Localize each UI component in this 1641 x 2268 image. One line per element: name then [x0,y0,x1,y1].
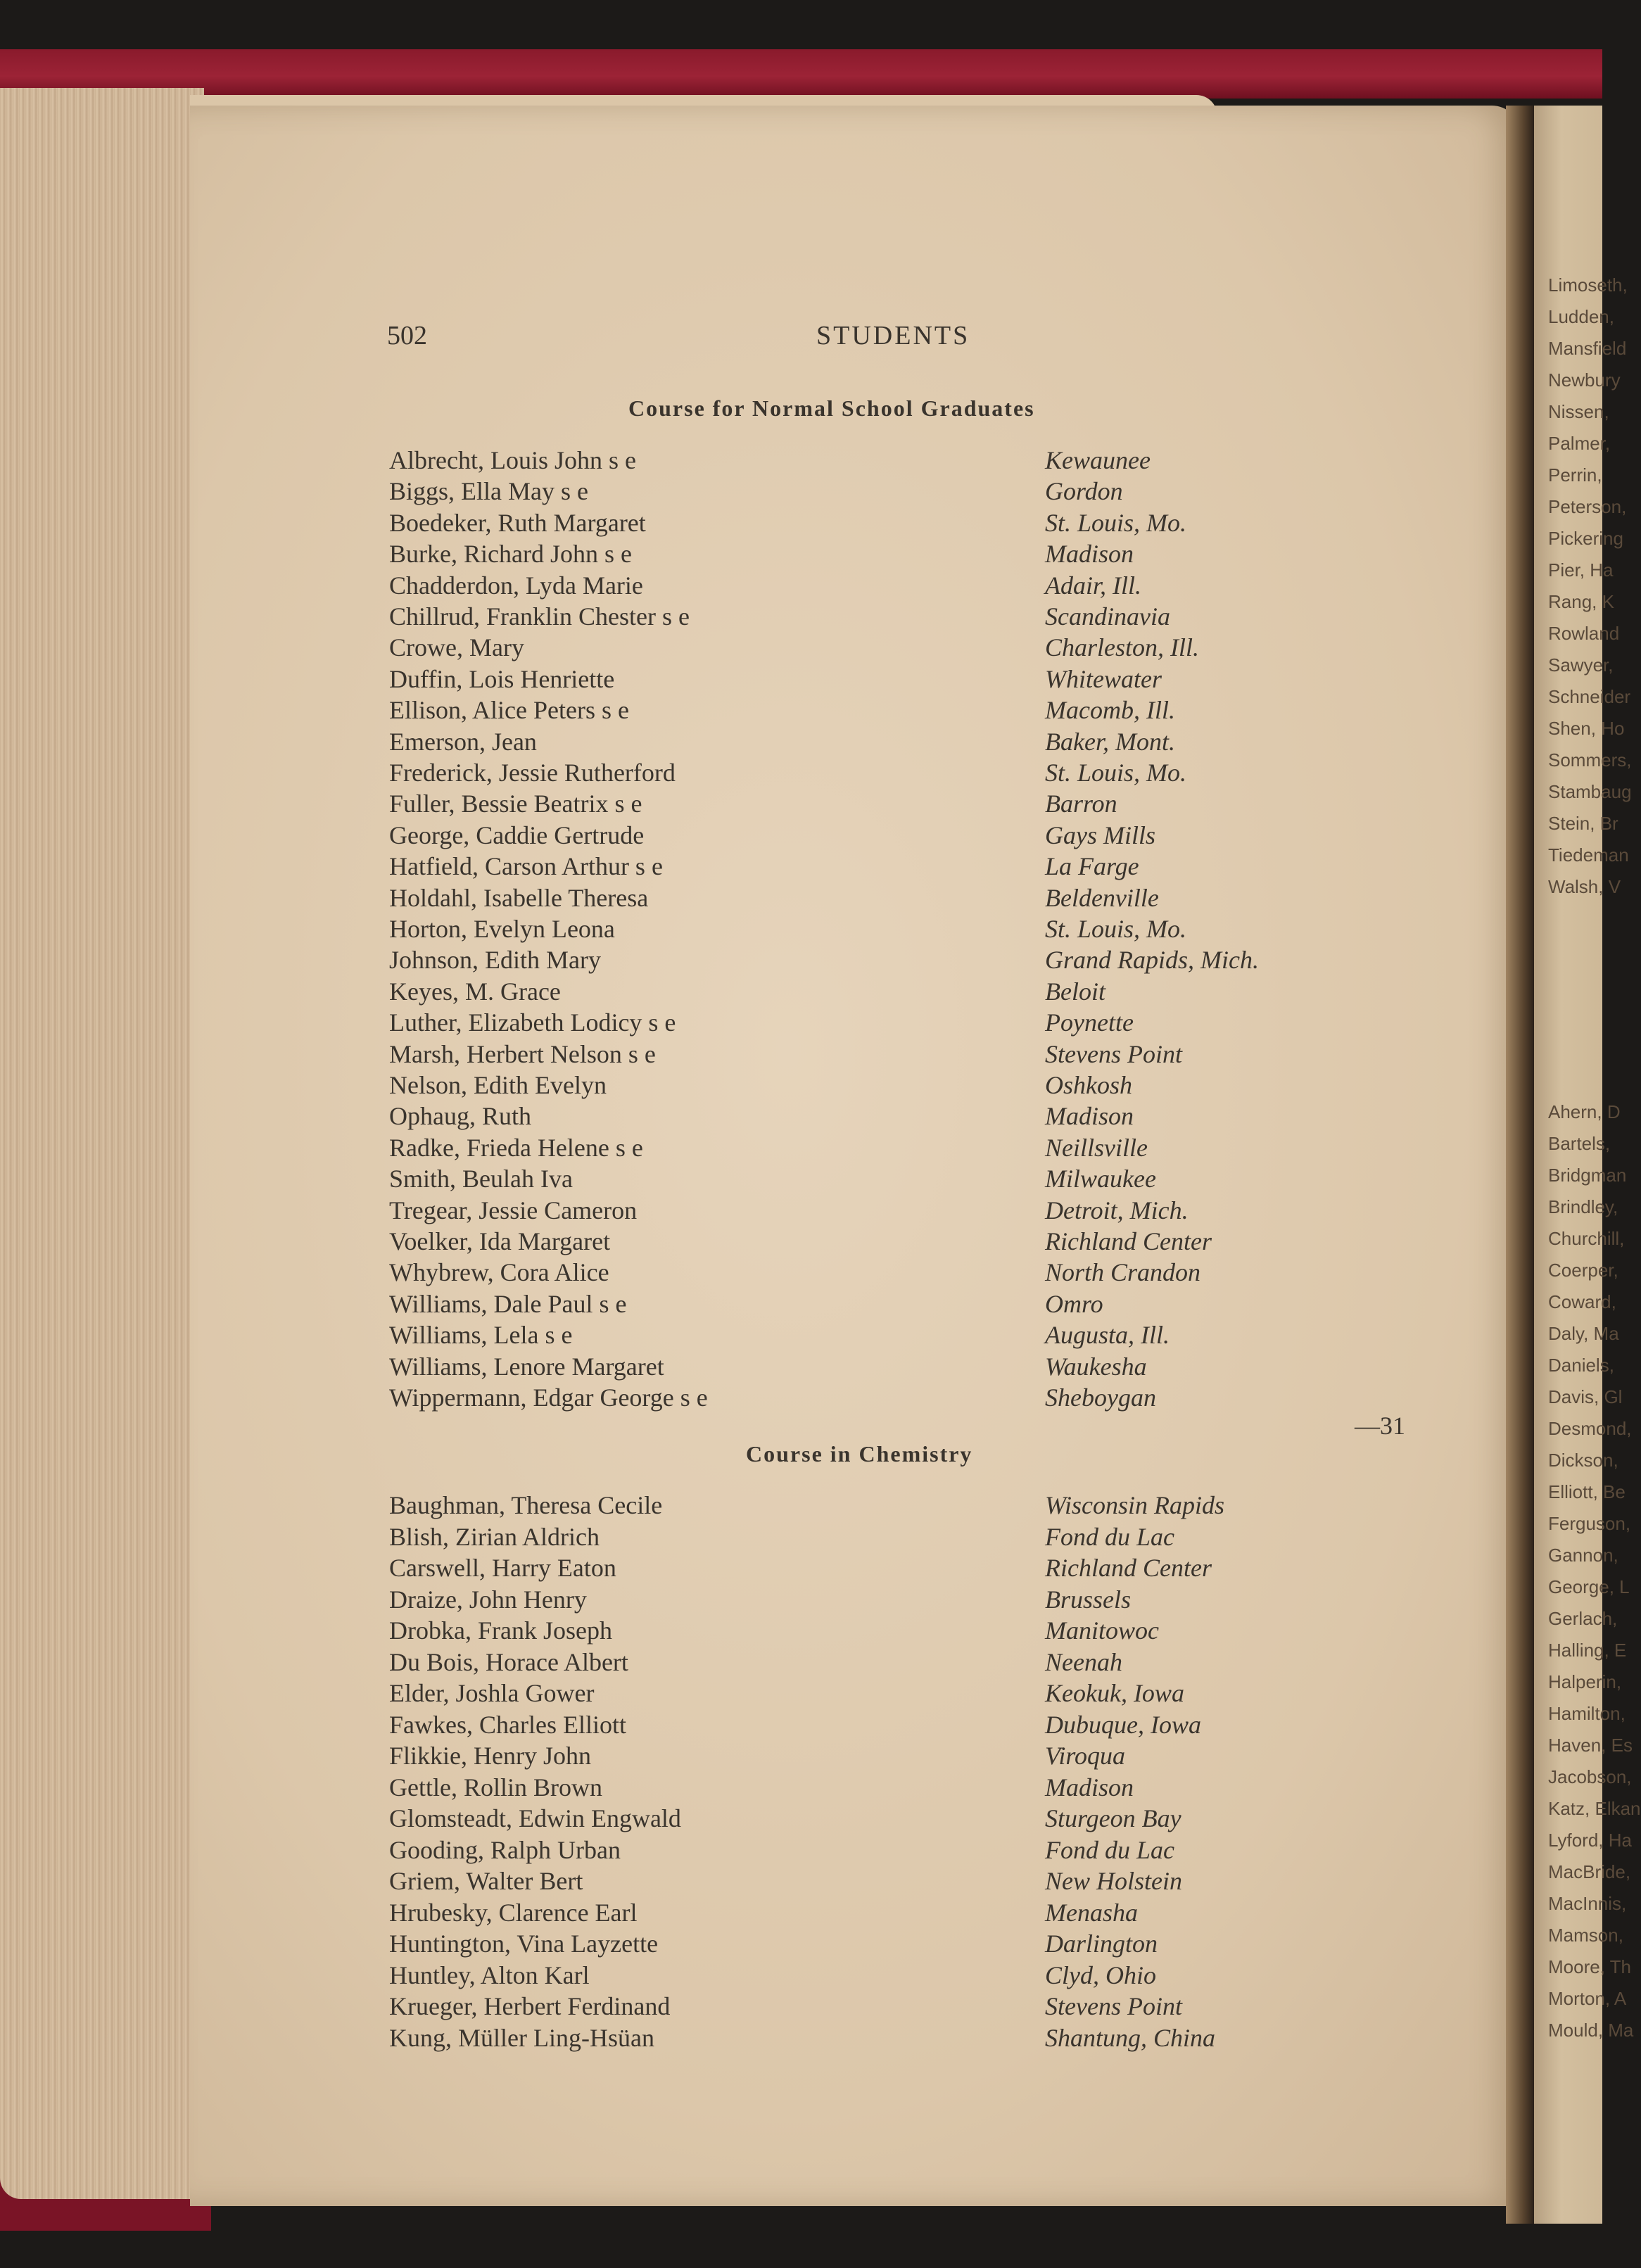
student-row [0,1678,1602,1709]
student-hometown: Madison [1045,1102,1134,1131]
facing-page-fragment: Pickering [1548,528,1623,549]
student-name: Marsh, Herbert Nelson s e [389,1039,656,1068]
facing-page-fragment: George, L [1548,1576,1630,1597]
student-hometown: Clyd, Ohio [1045,1960,1156,1989]
student-name: Glomsteadt, Edwin Engwald [389,1804,681,1832]
student-row [0,727,1602,758]
student-hometown: Sturgeon Bay [1045,1804,1181,1832]
student-row [0,1553,1602,1584]
facing-page-fragment: Daly, Ma [1548,1323,1619,1344]
student-row [0,1008,1602,1039]
facing-page-fragment: Shen, Ho [1548,718,1625,739]
student-name: Baughman, Theresa Cecile [389,1491,663,1519]
facing-page-fragment: Halling, E [1548,1640,1627,1661]
student-name: Ophaug, Ruth [389,1102,531,1131]
facing-page-fragment: Morton, A [1548,1988,1627,2009]
facing-page-fragment: Palmer, [1548,433,1611,454]
student-hometown: Adair, Ill. [1045,571,1142,600]
student-name: Ellison, Alice Peters s e [389,696,629,725]
student-hometown: Stevens Point [1045,1992,1182,2020]
student-name: Draize, John Henry [389,1585,587,1614]
student-row [0,1991,1602,2022]
facing-page-fragment: Rowland [1548,623,1620,644]
facing-page-fragment: Desmond, [1548,1418,1632,1439]
student-row [0,1960,1602,1991]
student-name: Gooding, Ralph Urban [389,1835,621,1864]
facing-page-fragment: Peterson, [1548,496,1627,517]
student-hometown: Milwaukee [1045,1165,1156,1193]
student-hometown: Keokuk, Iowa [1045,1679,1184,1707]
student-row [0,1164,1602,1195]
student-row [0,851,1602,882]
student-row [0,821,1602,851]
student-name: Williams, Dale Paul s e [389,1289,627,1318]
student-hometown: Richland Center [1045,1554,1212,1582]
student-hometown: Gays Mills [1045,821,1155,849]
facing-page-fragment: Bridgman [1548,1165,1627,1186]
student-hometown: Grand Rapids, Mich. [1045,946,1259,975]
student-hometown: Augusta, Ill. [1045,1321,1170,1350]
student-row [0,445,1602,476]
student-row [0,1647,1602,1678]
student-hometown: Wisconsin Rapids [1045,1491,1225,1519]
student-row [0,1320,1602,1351]
student-hometown: Brussels [1045,1585,1132,1614]
student-row [0,633,1602,664]
student-hometown: Oshkosh [1045,1071,1132,1099]
student-row [0,539,1602,570]
student-hometown: Fond du Lac [1045,1522,1174,1551]
student-row [0,664,1602,695]
student-hometown: Beloit [1045,977,1105,1006]
student-row [0,789,1602,820]
student-row [0,1133,1602,1164]
student-hometown: Detroit, Mich. [1045,1196,1189,1224]
student-row [0,1585,1602,1616]
student-name: Wippermann, Edgar George s e [389,1383,708,1412]
facing-page-fragment: Katz, Elkan [1548,1798,1641,1819]
facing-page-fragment: Gerlach, [1548,1608,1618,1629]
student-row [0,1835,1602,1866]
facing-page-fragment: Daniels, [1548,1355,1614,1376]
student-name: Horton, Evelyn Leona [389,915,615,943]
student-row [0,602,1602,633]
student-name: Biggs, Ella May s e [389,477,588,506]
facing-page-fragment: Schneider [1548,686,1631,707]
student-hometown: Sheboygan [1045,1383,1156,1412]
student-row [0,914,1602,945]
facing-page-fragment: Walsh, V [1548,876,1621,897]
student-hometown: New Holstein [1045,1867,1182,1895]
student-row [0,977,1602,1008]
student-row [0,1616,1602,1647]
student-name: Radke, Frieda Helene s e [389,1133,643,1162]
student-row [0,2023,1602,2054]
facing-page-fragment: Brindley, [1548,1196,1618,1217]
student-row [0,1804,1602,1835]
student-hometown: Beldenville [1045,883,1159,912]
student-row [0,1101,1602,1132]
student-name: Carswell, Harry Eaton [389,1554,616,1582]
student-hometown: Kewaunee [1045,446,1151,474]
student-name: Whybrew, Cora Alice [389,1258,609,1287]
facing-page-fragment: Bartels, [1548,1133,1611,1154]
facing-page-fragment: Tiedeman [1548,844,1629,866]
facing-page-fragment: Sommers, [1548,749,1632,771]
student-row [0,695,1602,726]
student-name: Tregear, Jessie Cameron [389,1196,638,1224]
student-hometown: Macomb, Ill. [1045,696,1175,725]
facing-page-fragment: Rang, K [1548,591,1614,612]
student-hometown: Richland Center [1045,1227,1212,1255]
book-cover-top [0,49,1602,99]
student-name: Blish, Zirian Aldrich [389,1522,600,1551]
student-row [0,883,1602,914]
facing-page-fragment: Jacobson, [1548,1766,1632,1787]
student-hometown: North Crandon [1045,1258,1201,1287]
student-name: Duffin, Lois Henriette [389,664,615,693]
section-count: —31 [1355,1412,1405,1440]
section-title-normal: Course for Normal School Graduates [628,395,1035,421]
student-name: Johnson, Edith Mary [389,946,601,975]
student-name: Holdahl, Isabelle Theresa [389,883,649,912]
student-hometown: St. Louis, Mo. [1045,508,1187,537]
student-name: Fawkes, Charles Elliott [389,1710,626,1739]
student-hometown: Barron [1045,790,1117,818]
facing-page-fragment: Stambaug [1548,781,1632,802]
student-row [0,758,1602,789]
student-row [0,1898,1602,1929]
student-row [0,1039,1602,1070]
student-row [0,945,1602,976]
student-name: Voelker, Ida Margaret [389,1227,611,1255]
student-hometown: Menasha [1045,1898,1138,1927]
facing-page-fragment: Moore, Th [1548,1956,1632,1977]
facing-page-fragment: Gannon, [1548,1545,1618,1566]
facing-page-fragment: Mould, Ma [1548,2020,1634,2041]
facing-page-fragment: Stein, Br [1548,813,1618,834]
student-hometown: St. Louis, Mo. [1045,759,1187,787]
student-hometown: Whitewater [1045,664,1162,693]
facing-page-fragment: Ahern, D [1548,1101,1621,1122]
facing-page-fragment: Lyford, Ha [1548,1830,1632,1851]
student-hometown: Fond du Lac [1045,1835,1174,1864]
facing-page-fragment: Perrin, [1548,464,1602,486]
facing-page-fragment: Ludden, [1548,306,1614,327]
student-name: Du Bois, Horace Albert [389,1647,628,1676]
facing-page-fragment: Ferguson, [1548,1513,1631,1534]
student-name: Gettle, Rollin Brown [389,1773,602,1801]
student-row [0,1773,1602,1804]
student-hometown: Dubuque, Iowa [1045,1710,1201,1739]
student-name: Smith, Beulah Iva [389,1165,573,1193]
facing-page-fragment: Haven, Es [1548,1735,1633,1756]
student-row [0,1929,1602,1960]
facing-page-fragment: MacBride, [1548,1861,1631,1882]
facing-page-fragment: Limoseth, [1548,274,1628,296]
student-name: Williams, Lenore Margaret [389,1352,664,1381]
student-hometown: Shantung, China [1045,2023,1216,2052]
student-row [0,1227,1602,1257]
student-row [0,1710,1602,1741]
student-name: Chillrud, Franklin Chester s e [389,602,690,631]
student-name: Flikkie, Henry John [389,1742,591,1770]
page-number: 502 [387,321,427,350]
student-name: Griem, Walter Bert [389,1867,583,1895]
student-row [0,508,1602,539]
student-name: Emerson, Jean [389,727,537,756]
student-name: Keyes, M. Grace [389,977,561,1006]
student-name: Elder, Joshla Gower [389,1679,595,1707]
student-hometown: Poynette [1045,1008,1134,1037]
student-hometown: Darlington [1045,1930,1158,1958]
student-name: Nelson, Edith Evelyn [389,1071,607,1099]
student-name: Chadderdon, Lyda Marie [389,571,643,600]
student-name: Fuller, Bessie Beatrix s e [389,790,642,818]
student-hometown: Baker, Mont. [1045,727,1175,756]
student-hometown: Viroqua [1045,1742,1125,1770]
student-name: Luther, Elizabeth Lodicy s e [389,1008,676,1037]
facing-page-fragment: Churchill, [1548,1228,1625,1249]
student-name: Boedeker, Ruth Margaret [389,508,646,537]
facing-page-fragment: Pier, Ha [1548,559,1614,581]
student-hometown: Madison [1045,540,1134,569]
facing-page-fragment: Sawyer, [1548,654,1614,676]
student-row [0,1257,1602,1288]
facing-page-fragment: Newbury [1548,369,1621,391]
student-name: Krueger, Herbert Ferdinand [389,1992,671,2020]
facing-page-fragment: MacInnis, [1548,1893,1627,1914]
student-hometown: La Farge [1045,852,1139,881]
facing-page-fragment: Dickson, [1548,1450,1618,1471]
student-name: Albrecht, Louis John s e [389,446,636,474]
student-name: Williams, Lela s e [389,1321,573,1350]
student-name: George, Caddie Gertrude [389,821,645,849]
facing-page-fragment: Coward, [1548,1291,1616,1312]
student-name: Drobka, Frank Joseph [389,1616,612,1645]
running-head: STUDENTS [816,321,970,350]
student-name: Hrubesky, Clarence Earl [389,1898,638,1927]
student-row [0,571,1602,602]
facing-page-fragment: Mansfield [1548,338,1627,359]
student-row [0,1289,1602,1320]
student-row [0,1522,1602,1553]
student-name: Huntley, Alton Karl [389,1960,590,1989]
student-name: Huntington, Vina Layzette [389,1930,659,1958]
student-row [0,476,1602,507]
student-name: Crowe, Mary [389,633,524,662]
student-hometown: Neenah [1045,1647,1122,1676]
student-hometown: Neillsville [1045,1133,1148,1162]
student-row [0,1741,1602,1772]
student-name: Kung, Müller Ling-Hsüan [389,2023,654,2052]
student-row [0,1866,1602,1897]
student-row [0,1070,1602,1101]
student-row [0,1196,1602,1227]
student-row [0,1383,1602,1414]
student-hometown: Manitowoc [1045,1616,1159,1645]
student-hometown: Scandinavia [1045,602,1170,631]
student-name: Hatfield, Carson Arthur s e [389,852,663,881]
facing-page-fragment: Hamilton, [1548,1703,1626,1724]
student-hometown: Stevens Point [1045,1039,1182,1068]
facing-page-fragment: Nissen, [1548,401,1609,422]
facing-page-fragment: Davis, Gl [1548,1386,1623,1407]
facing-page-fragment: Elliott, Be [1548,1481,1626,1502]
student-name: Frederick, Jessie Rutherford [389,759,676,787]
student-hometown: Gordon [1045,477,1123,506]
student-hometown: St. Louis, Mo. [1045,915,1187,943]
section-title-chemistry: Course in Chemistry [746,1441,973,1466]
student-name: Burke, Richard John s e [389,540,632,569]
facing-page-fragment: Coerper, [1548,1260,1618,1281]
student-row [0,1352,1602,1383]
student-hometown: Madison [1045,1773,1134,1801]
facing-page-fragment: Mamson, [1548,1925,1623,1946]
student-row [0,1490,1602,1521]
student-hometown: Omro [1045,1289,1103,1318]
student-hometown: Charleston, Ill. [1045,633,1200,662]
student-hometown: Waukesha [1045,1352,1147,1381]
facing-page-fragment: Halperin, [1548,1671,1622,1692]
